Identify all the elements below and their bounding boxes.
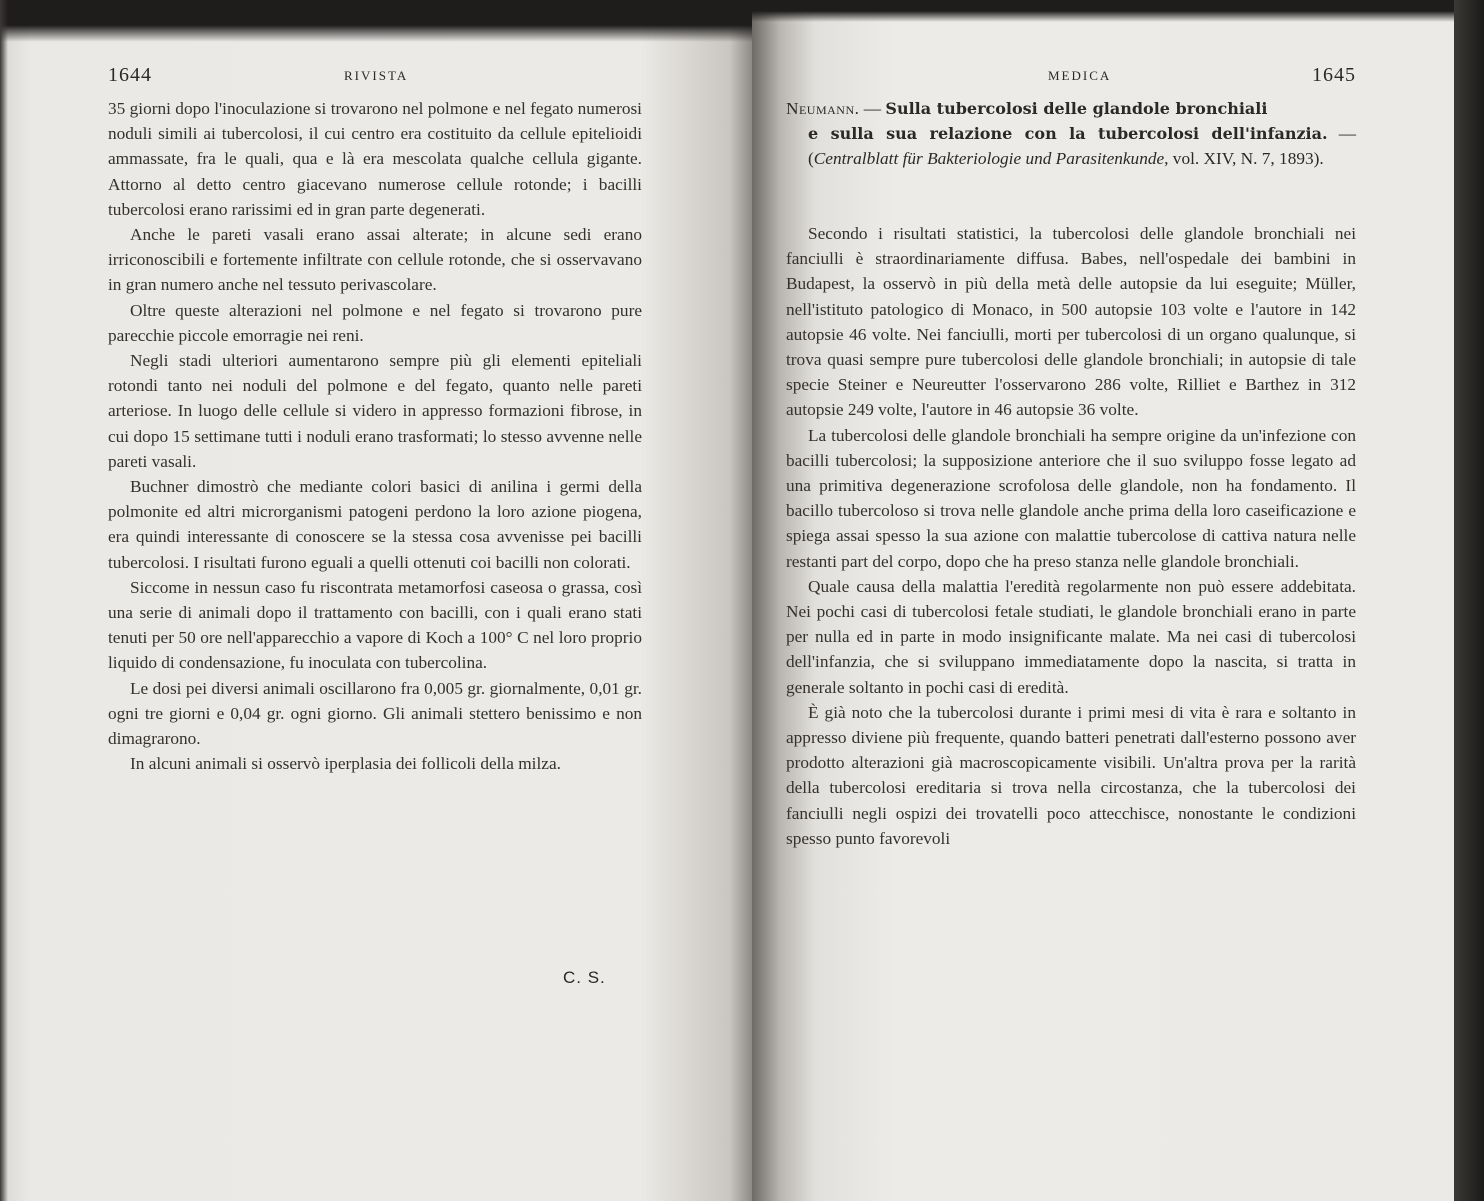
paragraph: Siccome in nessun caso fu riscontrata metamorfosi caseosa o grassa, così una serie di animali dopo il trattamento con bacilli, con i quali erano stati tenuti per 50 ore nell'apparecchio a vapore di Koch a 100° C nel loro proprio liquido di condensazione, fu inoculata con tubercolina. — [108, 577, 642, 673]
paragraph: Le dosi pei diversi animali oscillarono fra 0,005 gr. giornalmente, 0,01 gr. ogni tre giorni e 0,04 gr. ogni giorno. Gli animali stettero benissimo e non dimagrarono. — [108, 678, 642, 749]
author-signature: C. S. — [563, 968, 606, 987]
scan-shadow-top-right — [752, 0, 1454, 22]
scan-shadow-top-left — [0, 0, 752, 42]
paragraph: Buchner dimostrò che mediante colori basici di anilina i germi della polmonite ed altri microrganismi patogeni perdono la loro azione piogena, era quindi interessante di conoscere se la stessa cosa avvenisse pei bacilli tubercolosi. I risultati furono eguali a quelli ottenuti coi bacilli non colorati. — [108, 477, 642, 572]
article-heading — [786, 96, 1356, 172]
scan-shadow-right — [1454, 0, 1484, 1201]
paragraph: Oltre queste alterazioni nel polmone e nel fegato si trovarono pure parecchie piccole emorragie nei reni. — [108, 300, 642, 345]
page-number: 1645 — [1312, 64, 1356, 86]
left-page-header — [108, 66, 642, 90]
right-page-header — [786, 66, 1356, 90]
article-title: Sulla tubercolosi delle glandole bronchiali — [885, 99, 1268, 118]
article-author: Neumann. — [786, 99, 860, 118]
paragraph: Anche le pareti vasali erano assai alterate; in alcune sedi erano irriconoscibili e fortemente infiltrate con cellule rotonde, che si osservavano in gran numero anche nel tessuto perivascolare. — [108, 225, 642, 295]
heading-dash: — — [859, 99, 886, 118]
source-details: , vol. XIV, N. 7, 1893). — [1164, 149, 1324, 169]
paragraph: 35 giorni dopo l'inoculazione si trovarono nel polmone e nel fegato numerosi noduli simili ai tubercolosi, il cui centro era costituito da cellule epitelioidi ammassate, fra le quali, qua e là era mescolata qualche cellula gigante. Attorno al detto centro giacevano numerose cellule rotonde; i bacilli tubercolosi erano rarissimi ed in gran parte degenerati. — [108, 99, 642, 219]
paragraph: È già noto che la tubercolosi durante i primi mesi di vita è rara e soltanto in appresso diviene più frequente, quando batteri penetrati dall'esterno possono aver prodotto alterazioni già macroscopicamente visibili. Un'altra prova per la rarità della tubercolosi ereditaria si trova nella circostanza, che la tubercolosi dei fanciulli negli ospizi dei trovatelli poco attecchisce, nonostante le condizioni spesso punto favorevoli — [786, 702, 1356, 848]
page-number: 1644 — [108, 64, 152, 86]
article-heading-continuation — [786, 121, 1356, 171]
paragraph: In alcuni animali si osservò iperplasia dei follicoli della milza. — [130, 754, 561, 774]
running-head: MEDICA — [1048, 68, 1112, 83]
paragraph: La tubercolosi delle glandole bronchiali ha sempre origine da un'infezione con bacilli tubercolosi; la supposizione anteriore che il suo sviluppo fosse legato ad una primitiva degenerazione scrofolosa delle glandole, non ha fondamento. Il bacillo tubercoloso si trova nelle glandole anche prima della loro caseificazione e spiega assai spesso la sua azione con malattie tubercolose di cattiva natura nelle restanti part del corpo, dopo che ha preso stanza nelle glandole bronchiali. — [786, 425, 1356, 571]
running-head: RIVISTA — [344, 68, 409, 83]
paragraph: Secondo i risultati statistici, la tubercolosi delle glandole bronchiali nei fanciulli è straordinariamente diffusa. Babes, nell'ospedale dei bambini in Budapest, la osservò in più della metà delle autopsie da lui eseguite; Müller, nell'istituto patologico di Monaco, in 500 autopsie 103 volte e l'autore in 142 autopsie 46 volte. Nei fanciulli, morti per tubercolosi di un organo qualunque, si trova quasi sempre pure tubercolosi delle glandole bronchiali; in autopsie di tale specie Steiner e Neureutter l'osservarono 286 volte, Rilliet e Barthez in 312 autopsie 249 volte, l'autore in 46 autopsie 36 volte. — [786, 224, 1356, 420]
source-journal: Centralblatt für Bakteriologie und Parasitenkunde — [813, 149, 1165, 169]
source-prefix: — ( — [808, 124, 1356, 169]
article-title-continued: e sulla sua relazione con la tubercolosi dell'infanzia. — [808, 124, 1328, 144]
scan-shadow-left — [0, 0, 8, 1201]
right-page-body — [786, 221, 1356, 851]
paragraph: Quale causa della malattia l'eredità regolarmente non può essere addebitata. Nei pochi casi di tubercolosi fetale studiati, le glandole bronchiali erano in parte per nulla ed in parte in modo insignificante malate. Ma nei casi di tubercolosi dell'infanzia, che si sviluppano immediatamente dopo la nascita, si tratta in generale soltanto in pochi casi di eredità. — [786, 576, 1356, 697]
paragraph: Negli stadi ulteriori aumentarono sempre più gli elementi epiteliali rotondi tanto nei noduli del polmone e del fegato, quanto nelle pareti arteriose. In luogo delle cellule si videro in appresso formazioni fibrose, in cui dopo 15 settimane tutti i noduli erano trasformati; lo stesso avvenne nelle pareti vasali. — [108, 351, 642, 471]
left-page-body — [108, 96, 642, 776]
right-page — [752, 0, 1454, 1201]
